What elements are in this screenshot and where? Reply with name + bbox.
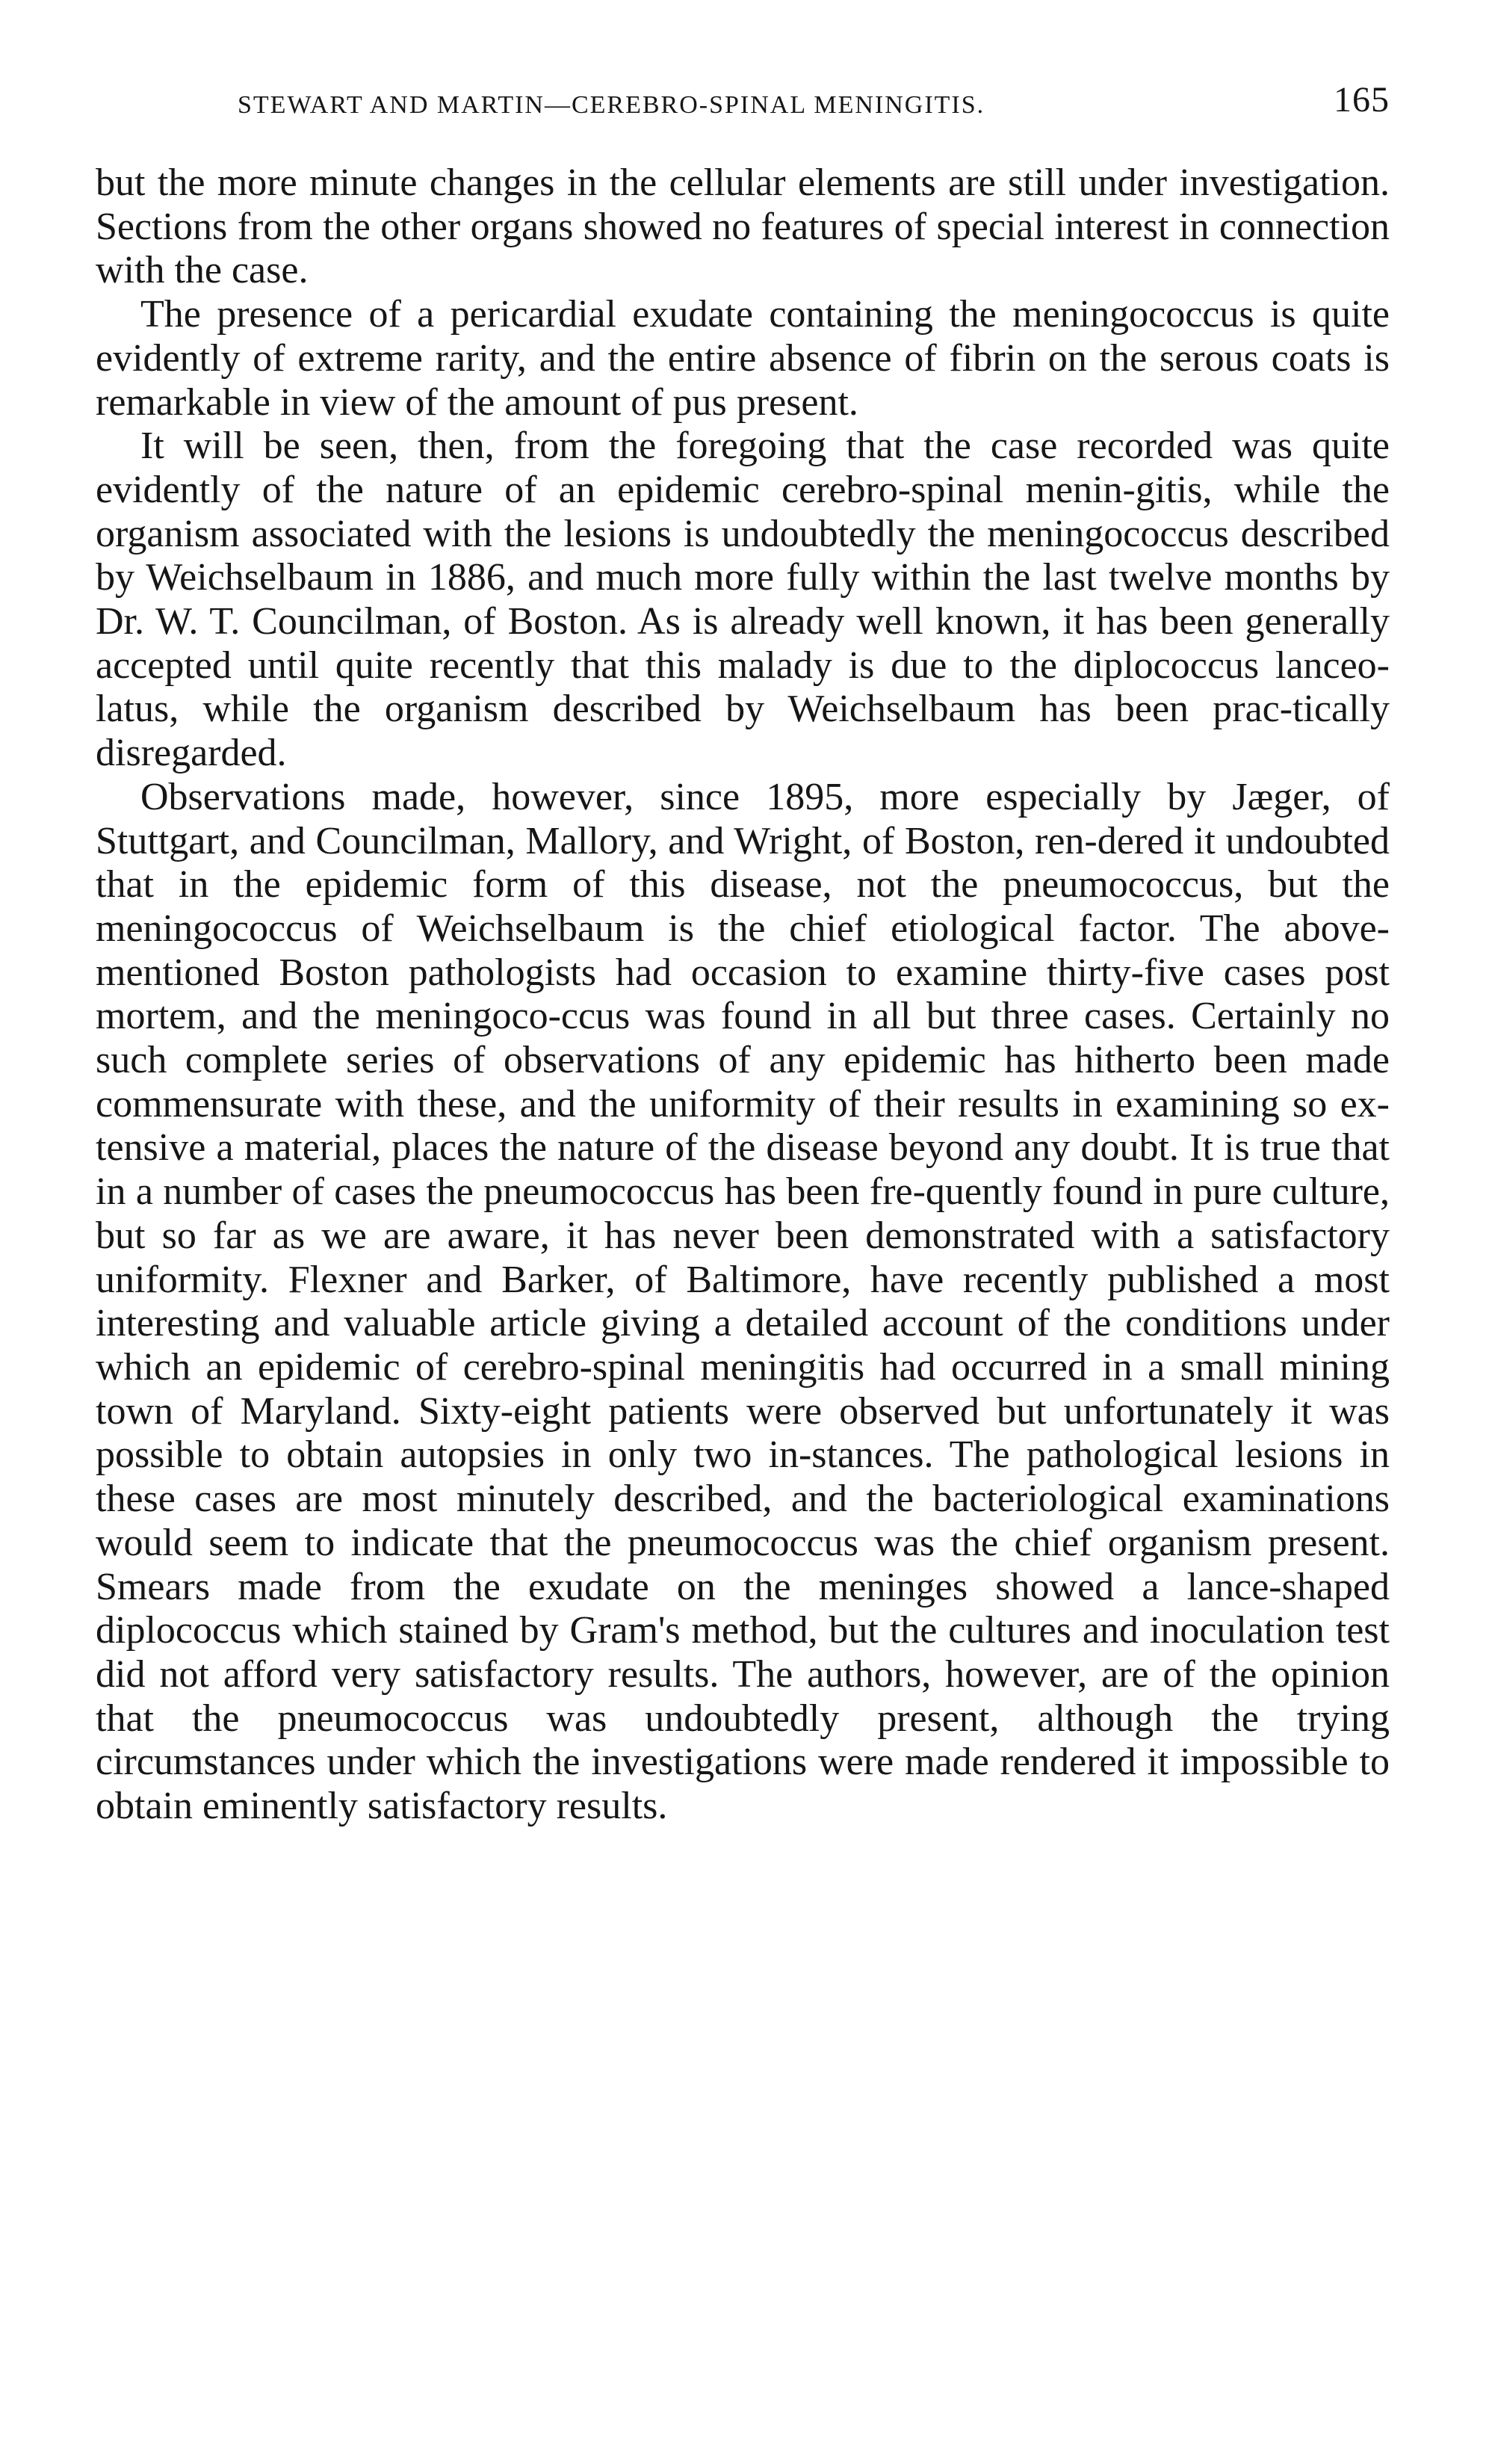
- running-head: STEWART AND MARTIN—CEREBRO-SPINAL MENINGITIS.: [238, 91, 985, 119]
- page-header: [96, 72, 1390, 141]
- paragraph-pericardial-exudate: The presence of a pericardial exudate containing the meningococcus is quite evidently of extreme rarity, and the entire absence of fibrin on the serous coats is remarkable in view of the amount of pus present.: [96, 293, 1390, 424]
- book-page: [96, 72, 1390, 1829]
- paragraph-observations: Observations made, however, since 1895, more especially by Jæger, of Stuttgart, and Councilman, Mallory, and Wright, of Boston, ren-dered it undoubted that in the epidemic form of this disease, not the pneumococcus, but the meningococcus of Weichselbaum is the chief etiological factor. The above-mentioned Boston pathologists had occasion to examine thirty-five cases post mortem, and the meningoco-ccus was found in all but three cases. Certainly no such complete series of observations of any epidemic has hitherto been made commensurate with these, and the uniformity of their results in examining so ex-tensive a material, places the nature of the disease beyond any doubt. It is true that in a number of cases the pneumococcus has been fre-quently found in pure culture, but so far as we are aware, it has never been demonstrated with a satisfactory uniformity. Flexner and Barker, of Baltimore, have recently published a most interesting and valuable article giving a detailed account of the conditions under which an epidemic of cerebro-spinal meningitis had occurred in a small mining town of Maryland. Sixty-eight patients were observed but unfortunately it was possible to obtain autopsies in only two in-stances. The pathological lesions in these cases are most minutely described, and the bacteriological examinations would seem to indicate that the pneumococcus was the chief organism present. Smears made from the exudate on the meninges showed a lance-shaped diplococcus which stained by Gram's method, but the cultures and inoculation test did not afford very satisfactory results. The authors, however, are of the opinion that the pneumococcus was undoubtedly present, although the trying circumstances under which the investigations were made rendered it impossible to obtain eminently satisfactory results.: [96, 775, 1390, 1828]
- paragraph-meningococcus-identification: It will be seen, then, from the foregoing that the case recorded was quite evidently of the nature of an epidemic cerebro-spinal menin-gitis, while the organism associated with the lesions is undoubtedly the meningococcus described by Weichselbaum in 1886, and much more fully within the last twelve months by Dr. W. T. Councilman, of Boston. As is already well known, it has been generally accepted until quite recently that this malady is due to the diplococcus lanceo-latus, while the organism described by Weichselbaum has been prac-tically disregarded.: [96, 424, 1390, 775]
- paragraph-continuation: but the more minute changes in the cellular elements are still under investigation. Sections from the other organs showed no features of special interest in connection with the case.: [96, 161, 1390, 292]
- page-number: 165: [1334, 80, 1390, 120]
- article-body: [96, 161, 1390, 1829]
